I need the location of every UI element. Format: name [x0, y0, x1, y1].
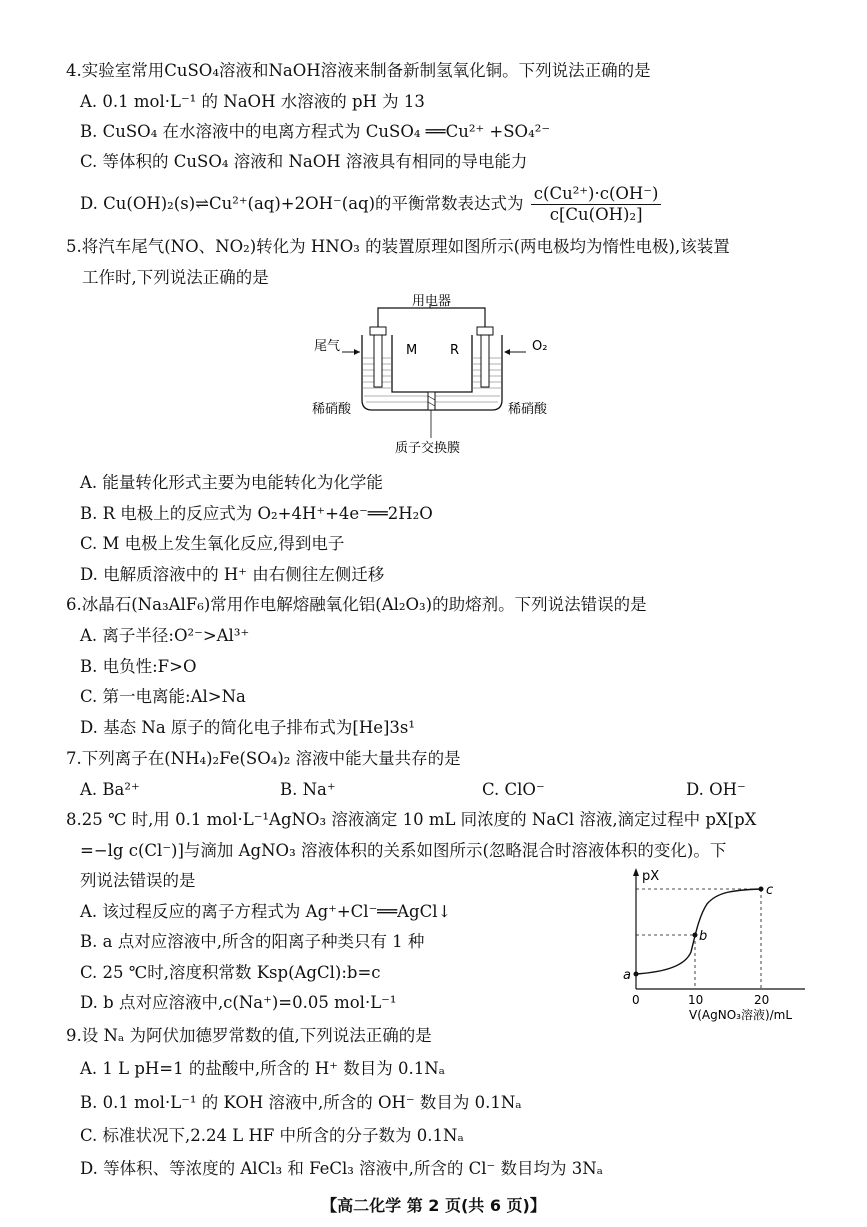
q8-option-a: A. 该过程反应的离子方程式为 Ag⁺+Cl⁻══AgCl↓: [80, 902, 452, 921]
tick-10-label: 10: [688, 993, 704, 1007]
q6-option-a: A. 离子半径:O²⁻>Al³⁺: [80, 626, 250, 645]
q7-option-c: C. ClO⁻: [482, 780, 545, 799]
point-b-label: b: [699, 929, 708, 944]
q4-option-d-text: D. Cu(OH)₂(s)⇌Cu²⁺(aq)+2OH⁻(aq)的平衡常数表达式为: [80, 194, 524, 213]
electrode-r-label: R: [450, 343, 460, 358]
q7-option-a: A. Ba²⁺: [80, 780, 140, 799]
q6-stem: 6.冰晶石(Na₃AlF₆)常用作电解熔融氧化铝(Al₂O₃)的助熔剂。下列说法错误的是: [66, 595, 647, 614]
graph-ylabel: pX: [642, 869, 660, 884]
q5-option-c: C. M 电极上发生氧化反应,得到电子: [80, 534, 345, 553]
q6-option-b: B. 电负性:F>O: [80, 657, 197, 676]
point-c-label: c: [766, 883, 774, 898]
device-label: 用电器: [412, 294, 452, 309]
q7-stem: 7.下列离子在(NH₄)₂Fe(SO₄)₂ 溶液中能大量共存的是: [66, 749, 461, 768]
q9-option-d: D. 等体积、等浓度的 AlCl₃ 和 FeCl₃ 溶液中,所含的 Cl⁻ 数目均为 3Nₐ: [80, 1159, 604, 1178]
tick-20-label: 20: [754, 993, 770, 1007]
q5-stem-line1: 5.将汽车尾气(NO、NO₂)转化为 HNO₃ 的装置原理如图所示(两电极均为惰性电极),该装置: [66, 237, 730, 256]
q5-option-b: B. R 电极上的反应式为 O₂+4H⁺+4e⁻══2H₂O: [80, 504, 433, 523]
q7-options: [80, 779, 780, 801]
q6-option-d: D. 基态 Na 原子的简化电子排布式为[He]3s¹: [80, 718, 416, 737]
electrochemical-cell-diagram: [300, 292, 570, 462]
equilibrium-constant-fraction: [531, 184, 662, 225]
q5-option-d: D. 电解质溶液中的 H⁺ 由右侧往左侧迁移: [80, 565, 385, 584]
oxygen-label: O₂: [532, 339, 548, 354]
q4-stem: 4.实验室常用CuSO₄溶液和NaOH溶液来制备新制氢氧化铜。下列说法正确的是: [66, 61, 651, 80]
q8-option-b: B. a 点对应溶液中,所含的阳离子种类只有 1 种: [80, 932, 425, 951]
q8-stem-line2: =−lg c(Cl⁻)]与滴加 AgNO₃ 溶液体积的关系如图所示(忽略混合时溶液体积的变化)。下: [80, 841, 727, 860]
q5-stem-line2: 工作时,下列说法正确的是: [82, 268, 269, 287]
q7-option-d: D. OH⁻: [686, 780, 746, 799]
point-a-label: a: [623, 968, 631, 983]
origin-label: 0: [632, 993, 640, 1007]
q7-option-b: B. Na⁺: [280, 780, 336, 799]
graph-xlabel: V(AgNO₃溶液)/mL: [689, 1008, 793, 1022]
electrode-m-label: M: [406, 343, 418, 358]
q9-option-b: B. 0.1 mol·L⁻¹ 的 KOH 溶液中,所含的 OH⁻ 数目为 0.1Nₐ: [80, 1093, 522, 1112]
q9-option-a: A. 1 L pH=1 的盐酸中,所含的 H⁺ 数目为 0.1Nₐ: [80, 1059, 445, 1078]
q9-option-c: C. 标准状况下,2.24 L HF 中所含的分子数为 0.1Nₐ: [80, 1126, 464, 1145]
q8-option-d: D. b 点对应溶液中,c(Na⁺)=0.05 mol·L⁻¹: [80, 993, 397, 1012]
page-footer: 【高二化学 第 2 页(共 6 页)】: [321, 1196, 546, 1215]
q6-option-c: C. 第一电离能:Al>Na: [80, 687, 246, 706]
tail-gas-label: 尾气: [314, 339, 341, 354]
q5-option-a: A. 能量转化形式主要为电能转化为化学能: [80, 473, 383, 492]
q4-option-a: A. 0.1 mol·L⁻¹ 的 NaOH 水溶液的 pH 为 13: [80, 92, 425, 111]
acid-left-label: 稀硝酸: [312, 402, 352, 417]
fraction-denominator: c[Cu(OH)₂]: [549, 205, 643, 224]
q4-option-c: C. 等体积的 CuSO₄ 溶液和 NaOH 溶液具有相同的导电能力: [80, 152, 528, 171]
q4-option-d: [80, 182, 661, 226]
fraction-numerator: c(Cu²⁺)·c(OH⁻): [531, 184, 662, 205]
q9-stem: 9.设 Nₐ 为阿伏加德罗常数的值,下列说法正确的是: [66, 1026, 432, 1045]
membrane-label: 质子交换膜: [395, 441, 461, 456]
q4-option-b: B. CuSO₄ 在水溶液中的电离方程式为 CuSO₄ ══Cu²⁺ +SO₄²⁻: [80, 122, 551, 141]
titration-graph: [615, 864, 815, 1024]
q8-stem-line3: 列说法错误的是: [80, 871, 196, 890]
acid-right-label: 稀硝酸: [508, 402, 548, 417]
q8-stem-line1: 8.25 ℃ 时,用 0.1 mol·L⁻¹AgNO₃ 溶液滴定 10 mL 同浓度的 NaCl 溶液,滴定过程中 pX[pX: [66, 810, 757, 829]
q8-option-c: C. 25 ℃时,溶度积常数 Ksp(AgCl):b=c: [80, 963, 381, 982]
